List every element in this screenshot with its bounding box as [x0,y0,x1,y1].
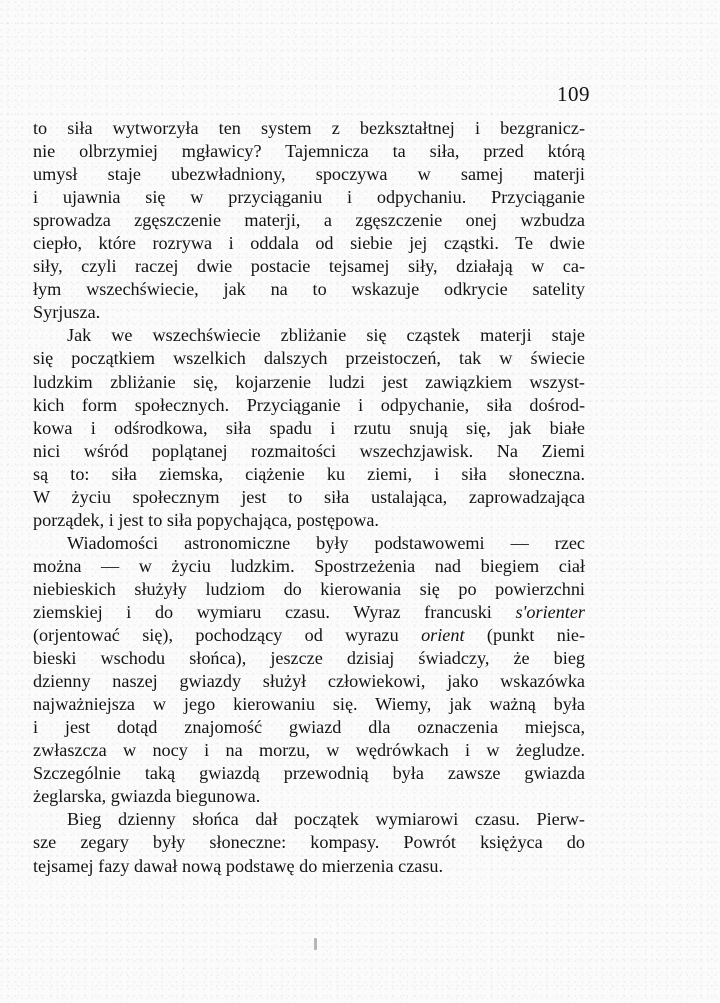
text-line [33,532,585,555]
text-line [33,716,585,739]
text-line-content: tejsamej fazy dawał nową podstawę do mierzenia czasu. [33,855,444,876]
italic-term: orient [421,625,465,646]
text-line-content: ludzkim zbliżanie się, kojarzenie ludzi jest zawiązkiem wszyst- [33,371,585,392]
text-line-content: się początkiem wszelkich dalszych przeistoczeń, tak w świecie [33,348,585,369]
italic-term: s'orienter [515,601,586,622]
text-line [33,762,585,785]
text-line [33,463,585,486]
text-line [33,670,585,693]
text-line-content: Szczególnie taką gwiazdą przewodnią była zawsze gwiazda [33,763,585,784]
text-line-content: Jak we wszechświecie zbliżanie się cząstek materji staje [67,325,585,346]
text-line-content: są to: siła ziemska, ciążenie ku ziemi, i siła słoneczna. [33,463,585,484]
text-line [33,232,585,255]
text-line [33,440,585,463]
text-line-content: sze zegary były słoneczne: kompasy. Powrót księżyca do [33,832,585,853]
text-line-content: kich form społecznych. Przyciąganie i odpychanie, siła dośrod- [33,394,585,415]
text-line-content: siły, czyli raczej dwie postacie tejsamej siły, działają w ca- [33,256,585,277]
text-line-content: bieski wschodu słońca), jeszcze dzisiaj świadczy, że bieg [33,648,585,669]
text-line [33,394,585,417]
text-line-content: dzienny naszej gwiazdy służył człowiekowi, jako wskazówka [33,671,585,692]
text-line-content: sprowadza zgęszczenie materji, a zgęszczenie onej wzbudza [33,210,585,231]
text-line [33,739,585,762]
text-line [33,601,585,624]
text-line [33,808,585,831]
text-line-content: niebieskich służyły ludziom do kierowania się po powierzchni [33,578,585,599]
text-line [33,324,585,347]
text-line-content: Bieg dzienny słońca dał początek wymiarowi czasu. Pierw- [67,809,585,830]
text-line [33,509,585,532]
text-line [33,785,585,808]
text-line [33,278,585,301]
text-line-tail: (punkt nie- [486,625,586,646]
text-line-content: ziemskiej i do wymiaru czasu. Wyraz francuski [33,601,492,622]
text-line [33,301,585,324]
text-line-content: i ujawnia się w przyciąganiu i odpychaniu. Przyciąganie [33,187,585,208]
text-line [33,163,585,186]
text-line-content: W życiu społecznym jest to siła ustalająca, zaprowadzająca [33,486,585,507]
text-line-content: Syrjusza. [33,302,101,323]
text-line-content: i jest dotąd znajomość gwiazd dla oznaczenia miejsca, [33,717,585,738]
text-line-content: nici wśród poplątanej rozmaitości wszechzjawisk. Na Ziemi [33,440,585,461]
text-line-content: łym wszechświecie, jak na to wskazuje odkrycie satelity [33,279,585,300]
text-line-content: umysł staje ubezwładniony, spoczywa w samej materji [33,164,585,185]
text-line-content: (orjentować się), pochodzący od wyrazu [33,625,399,646]
text-line [33,693,585,716]
text-line [33,347,585,370]
text-line-content: Wiadomości astronomiczne były podstawowemi — rzec [67,532,585,553]
text-line-content: żeglarska, gwiazda biegunowa. [33,786,261,807]
text-line-content: porządek, i jest to siła popychająca, postępowa. [33,509,379,530]
text-line [33,647,585,670]
text-line [33,555,585,578]
text-line [33,186,585,209]
text-line [33,255,585,278]
text-line-content: nie olbrzymiej mgławicy? Tajemnicza ta siła, przed którą [33,141,585,162]
text-line-content: można — w życiu ludzkim. Spostrzeżenia nad biegiem ciał [33,555,585,576]
text-line [33,209,585,232]
text-line [33,117,585,140]
text-line-content: to siła wytworzyła ten system z bezkształtnej i bezgranicz- [33,118,585,138]
body-text [33,117,585,878]
text-line-content: ciepło, które rozrywa i oddala od siebie jej cząstki. Te dwie [33,233,585,254]
text-line [33,371,585,394]
text-line [33,140,585,163]
text-line-content: kowa i odśrodkowa, siła spadu i rzutu snują się, jak białe [33,417,585,438]
text-line-content: najważniejsza w jego kierowaniu się. Wiemy, jak ważną była [33,694,585,715]
page-number: 109 [557,82,590,106]
text-line-content: zwłaszcza w nocy i na morzu, w wędrówkach i w żegludze. [33,740,585,761]
scan-smudge [314,938,317,950]
text-line [33,855,585,878]
text-line [33,578,585,601]
text-line [33,831,585,854]
text-line [33,417,585,440]
text-line [33,624,585,647]
text-line [33,486,585,509]
